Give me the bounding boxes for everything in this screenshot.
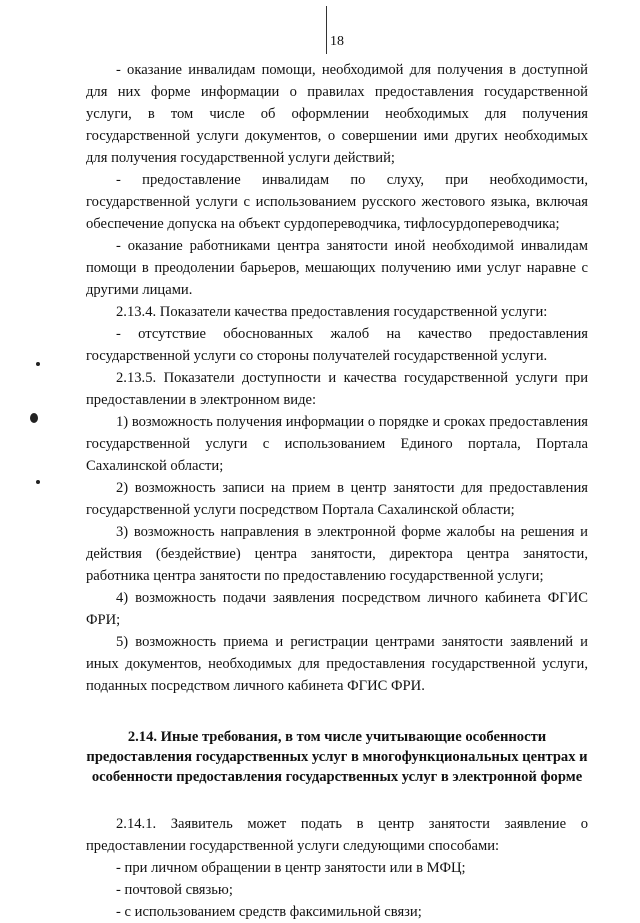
paragraph: 3) возможность направления в электронной форме жалобы на решения и действия (бездействие) центра занятости, директора центра занятости, работника центра занятости по предоставлению государственной услуги; (86, 524, 588, 584)
scan-speck (36, 480, 40, 484)
paragraph: 2.13.4. Показатели качества предоставления государственной услуги: (116, 304, 548, 320)
paragraph: - предоставление инвалидам по слуху, при необходимости, государственной услуги с использованием русского жестового языка, включая обеспечение допуска на объект сурдопереводчика, тифлосурдопереводчика; (86, 172, 588, 232)
paragraph: 2) возможность записи на прием в центр занятости для предоставления государственной услуги посредством Портала Сахалинской области; (86, 480, 588, 518)
paragraph: 1) возможность получения информации о порядке и сроках предоставления государственной услуги с использованием Единого портала, Портала Сахалинской области; (86, 414, 588, 474)
paragraph: 4) возможность подачи заявления посредством личного кабинета ФГИС ФРИ; (86, 590, 588, 628)
scan-speck (30, 413, 38, 423)
paragraph: 2.14.1. Заявитель может подать в центр занятости заявление о предоставлении государственной услуги следующими способами: (86, 816, 588, 854)
paragraph: - оказание работниками центра занятости иной необходимой инвалидам помощи в преодолении барьеров, мешающих получению ими услуг наравне с другими лицами. (86, 238, 588, 298)
paragraph: 5) возможность приема и регистрации центрами занятости заявлений и иных документов, необходимых для предоставления государственной услуги, поданных посредством личного кабинета ФГИС ФРИ. (86, 634, 588, 694)
list-item: - с использованием средств факсимильной связи; (116, 904, 422, 920)
scan-speck (36, 362, 40, 366)
paragraph: 2.13.5. Показатели доступности и качества государственной услуги при предоставлении в электронном виде: (86, 370, 588, 408)
paragraph: - отсутствие обоснованных жалоб на качество предоставления государственной услуги со стороны получателей государственной услуги. (86, 326, 588, 364)
list-item: - почтовой связью; (116, 882, 233, 898)
section-heading: 2.14. Иные требования, в том числе учитывающие особенности предоставления государственных услуг в многофункциональных центрах и особенности предоставления государственных услуг в электронной форме (86, 729, 588, 785)
list-item: - при личном обращении в центр занятости или в МФЦ; (116, 860, 466, 876)
page-margin-line (326, 6, 327, 54)
document-body (86, 59, 588, 923)
paragraph: - оказание инвалидам помощи, необходимой для получения в доступной для них форме информации о правилах предоставления государственной услуги, в том числе об оформлении необходимых для получения государственной услуги документов, о совершении ими других необходимых для получения государственной услуги действий; (86, 62, 588, 166)
page-number: 18 (330, 34, 344, 49)
